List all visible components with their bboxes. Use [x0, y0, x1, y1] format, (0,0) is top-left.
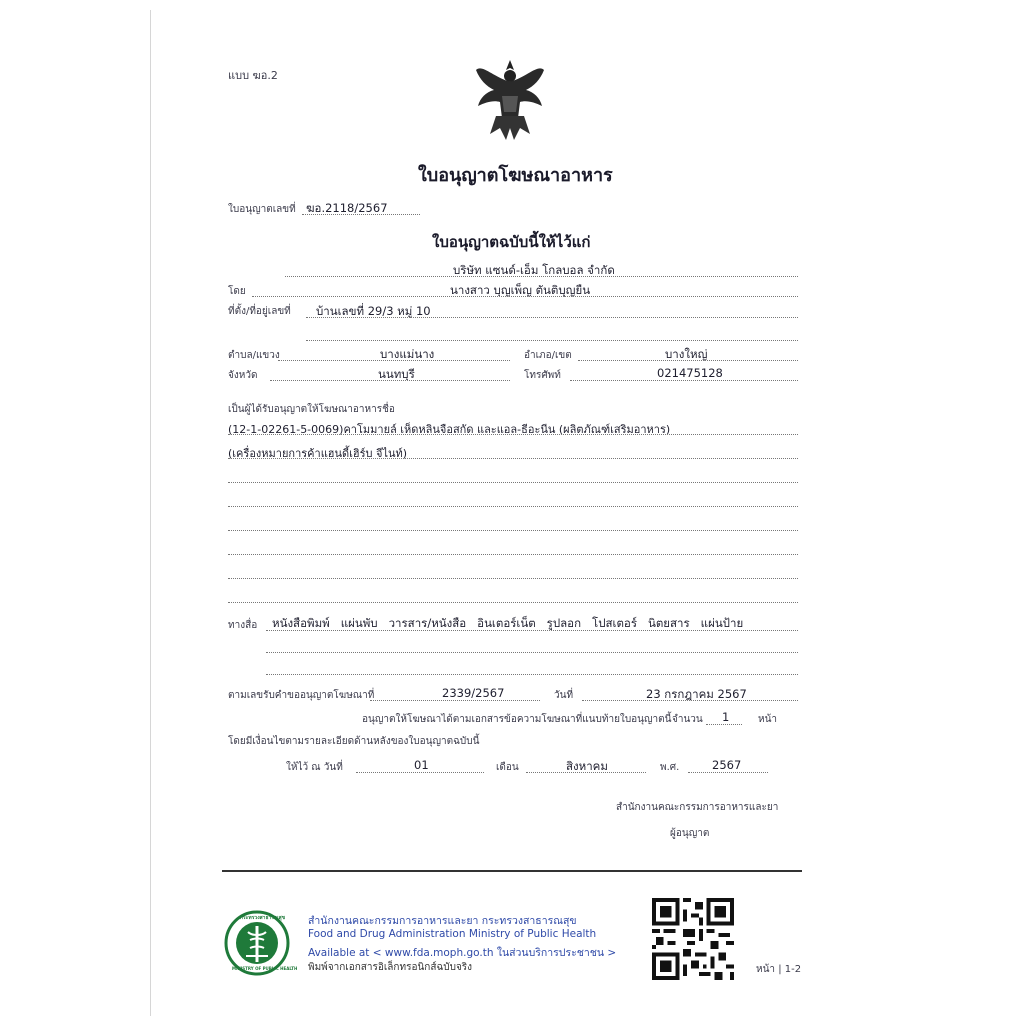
- by-person: นางสาว บุญเพ็ญ ตันติบุญยืน: [450, 283, 591, 297]
- page-count: 1: [722, 710, 730, 724]
- district-value: บางใหญ่: [665, 347, 708, 361]
- license-no: ฆอ.2118/2567: [306, 201, 388, 215]
- media-item: นิตยสาร: [647, 616, 690, 630]
- footer-divider: [222, 870, 802, 872]
- document-title: ใบอนุญาตโฆษณาอาหาร: [418, 165, 613, 186]
- count-label: จำนวน: [672, 714, 703, 725]
- page-unit: หน้า: [758, 714, 778, 725]
- footer-line-2: Food and Drug Administration Ministry of Public Health: [308, 928, 597, 940]
- form-code: แบบ ฆอ.2: [228, 69, 278, 82]
- media-item: แผ่นพับ: [340, 616, 378, 630]
- conditions-text: โดยมีเงื่อนไขตามรายละเอียดด้านหลังของใบอนุญาตฉบับนี้: [228, 736, 480, 747]
- province-value: นนทบุรี: [378, 367, 415, 381]
- issued-to-heading: ใบอนุญาตฉบับนี้ให้ไว้แก่: [432, 233, 591, 251]
- given-month: สิงหาคม: [566, 759, 608, 773]
- district-label: อำเภอ/เขต: [524, 350, 572, 361]
- product-line-2: (เครื่องหมายการค้าแฮนดี้เฮิร์บ จีไนท์): [228, 447, 408, 460]
- phone-label: โทรศัพท์: [524, 370, 561, 381]
- year-label: พ.ศ.: [660, 762, 680, 773]
- product-label: เป็นผู้ได้รับอนุญาตให้โฆษณาอาหารชื่อ: [228, 404, 395, 415]
- footer-line-4: พิมพ์จากเอกสารอิเล็กทรอนิกส์ฉบับจริง: [308, 962, 473, 973]
- subdistrict-value: บางแม่นาง: [380, 347, 435, 361]
- seal-text-bottom: MINISTRY OF PUBLIC HEALTH: [232, 966, 298, 971]
- seal-text-top: กระทรวงสาธารณสุข: [240, 915, 286, 921]
- garuda-emblem-icon: [472, 56, 548, 146]
- address-value: บ้านเลขที่ 29/3 หมู่ 10: [316, 304, 431, 318]
- office-name: สำนักงานคณะกรรมการอาหารและยา: [616, 802, 779, 813]
- subdistrict-label: ตำบล/แขวง: [228, 350, 280, 361]
- given-label: ให้ไว้ ณ วันที่: [286, 762, 343, 773]
- media-label: ทางสื่อ: [228, 620, 258, 631]
- phone-value: 021475128: [657, 366, 723, 380]
- request-date-label: วันที่: [554, 690, 574, 701]
- media-item: โปสเตอร์: [592, 616, 637, 630]
- footer-line-3: Available at < www.fda.moph.go.th ในส่วนบริการประชาชน >: [308, 947, 617, 959]
- month-label: เดือน: [496, 762, 519, 773]
- address-label: ที่ตั้ง/ที่อยู่เลขที่: [228, 306, 291, 317]
- by-label: โดย: [228, 286, 246, 297]
- license-no-label: ใบอนุญาตเลขที่: [228, 204, 296, 215]
- request-date: 23 กรกฎาคม 2567: [646, 687, 747, 701]
- request-no: 2339/2567: [442, 686, 505, 700]
- qr-code-icon[interactable]: [652, 898, 734, 980]
- media-item: อินเตอร์เน็ต: [477, 616, 536, 630]
- attach-text: อนุญาตให้โฆษณาได้ตามเอกสารข้อความโฆษณาที่แนบท้ายใบอนุญาตนี้: [362, 714, 672, 725]
- page-number: หน้า | 1-2: [756, 964, 802, 975]
- approver-label: ผู้อนุญาต: [670, 828, 710, 839]
- company-name: บริษัท แซนด์-เอ็ม โกลบอล จำกัด: [453, 263, 615, 277]
- given-year: 2567: [712, 758, 742, 772]
- request-label: ตามเลขรับคำขออนุญาตโฆษณาที่: [228, 690, 375, 701]
- media-item: วารสาร/หนังสือ: [388, 616, 467, 630]
- media-item: รูปลอก: [546, 616, 582, 630]
- province-label: จังหวัด: [228, 370, 258, 381]
- given-day: 01: [414, 758, 429, 772]
- footer-line-1: สำนักงานคณะกรรมการอาหารและยา กระทรวงสาธารณสุข: [308, 915, 577, 927]
- media-item: หนังสือพิมพ์: [272, 616, 330, 630]
- media-item: แผ่นป้าย: [700, 616, 744, 630]
- product-line-1: (12-1-02261-5-0069)คาโมมายล์ เห็ดหลินจือสกัด และแอล-ธีอะนีน (ผลิตภัณฑ์เสริมอาหาร): [228, 423, 671, 436]
